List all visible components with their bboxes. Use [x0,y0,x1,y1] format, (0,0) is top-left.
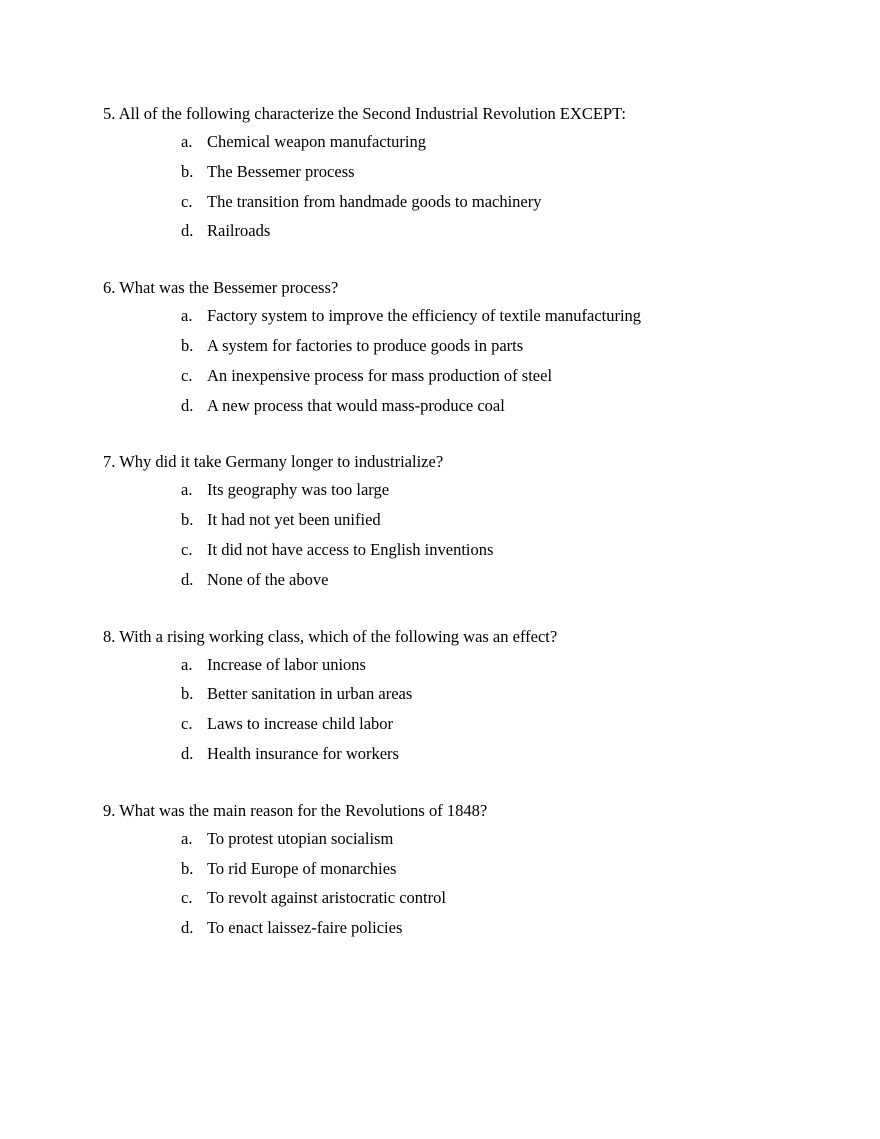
choice-letter: a. [181,306,193,326]
choice-text: The transition from handmade goods to machinery [207,191,542,211]
choice-letter: b. [181,510,194,530]
choice-text: A new process that would mass-produce coal [207,395,505,415]
choice-text: To revolt against aristocratic control [207,888,446,908]
choice-letter: b. [181,161,194,181]
choice-text: None of the above [207,569,329,589]
choice-item [103,187,803,217]
choice-list [103,127,803,246]
choice-item [103,216,803,246]
choice-text: Railroads [207,221,271,241]
choice-text: Its geography was too large [207,480,390,500]
choice-item [103,505,803,535]
question-text: 5. All of the following characterize the Second Industrial Revolution EXCEPT: [103,104,626,123]
choice-text: It had not yet been unified [207,510,381,530]
choice-letter: a. [181,132,193,151]
choice-letter: c. [181,365,193,385]
choice-item [103,331,803,361]
choice-text: To enact laissez-faire policies [207,918,403,938]
choice-letter: b. [181,684,194,704]
choice-item [103,883,803,913]
choice-text: To rid Europe of monarchies [207,858,397,878]
choice-text: Chemical weapon manufacturing [207,132,427,151]
choice-letter: c. [181,191,193,211]
choice-item [103,709,803,739]
choice-letter: d. [181,395,194,415]
choice-item [103,739,803,769]
choice-item [103,157,803,187]
question-5 [103,101,803,246]
question-list [103,101,803,972]
choice-item [103,301,803,331]
choice-list [103,301,803,420]
choice-letter: a. [181,828,193,848]
choice-list [103,824,803,943]
choice-item [103,913,803,943]
choice-item [103,361,803,391]
choice-text: Laws to increase child labor [207,714,394,734]
choice-text: Increase of labor unions [207,654,366,674]
question-8 [103,624,803,769]
choice-letter: d. [181,221,194,241]
question-text: 6. What was the Bessemer process? [103,278,339,298]
choice-list [103,650,803,769]
choice-letter: a. [181,480,193,500]
choice-text: An inexpensive process for mass production of steel [207,365,553,385]
question-9 [103,798,803,943]
choice-item [103,127,803,157]
choice-text: To protest utopian socialism [207,828,394,848]
choice-letter: d. [181,918,194,938]
choice-letter: b. [181,858,194,878]
choice-letter: b. [181,335,194,355]
choice-letter: a. [181,654,193,674]
choice-letter: c. [181,539,193,559]
choice-item [103,854,803,884]
choice-item [103,565,803,595]
choice-letter: c. [181,888,193,908]
choice-item [103,650,803,680]
choice-text: It did not have access to English inventions [207,539,494,559]
choice-text: Factory system to improve the efficiency of textile manufacturing [207,306,642,326]
choice-item [103,475,803,505]
choice-item [103,679,803,709]
choice-text: Health insurance for workers [207,743,399,763]
question-text: 9. What was the main reason for the Revolutions of 1848? [103,800,488,820]
question-6 [103,275,803,420]
question-7 [103,449,803,594]
choice-text: A system for factories to produce goods in parts [207,335,524,355]
choice-list [103,475,803,594]
question-text: 8. With a rising working class, which of the following was an effect? [103,626,558,646]
choice-text: Better sanitation in urban areas [207,684,413,704]
choice-text: The Bessemer process [207,161,355,181]
choice-letter: c. [181,714,193,734]
choice-item [103,535,803,565]
choice-letter: d. [181,743,194,763]
choice-letter: d. [181,569,194,589]
choice-item [103,391,803,421]
question-text: 7. Why did it take Germany longer to industrialize? [103,452,444,472]
choice-item [103,824,803,854]
